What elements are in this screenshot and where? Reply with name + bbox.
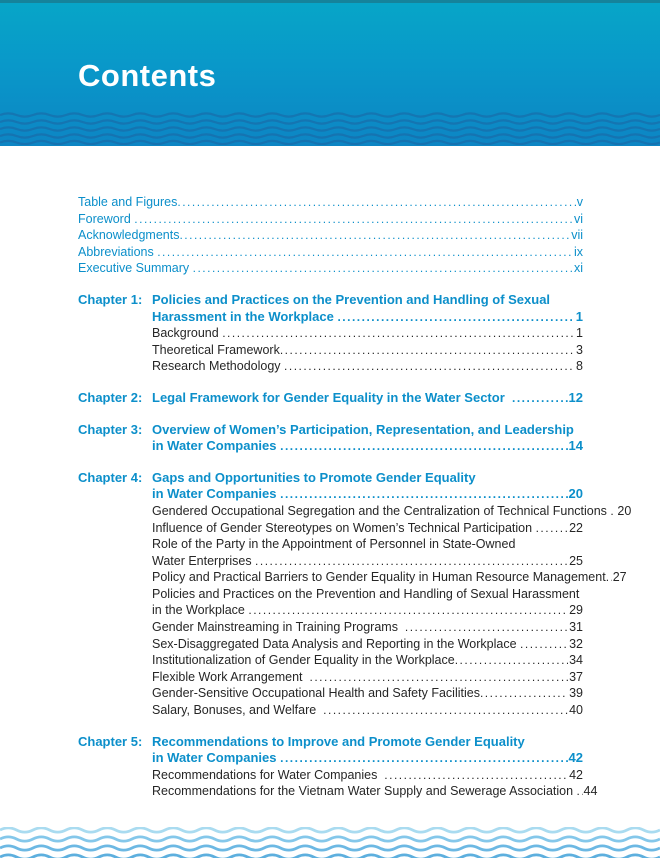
entry-text: Table and Figures bbox=[78, 195, 178, 209]
page-number: 1 bbox=[576, 326, 583, 341]
entry-text: Water Enterprises bbox=[152, 553, 256, 568]
chapter-heading bbox=[78, 734, 583, 751]
page-header bbox=[0, 0, 660, 146]
page-number: 44 bbox=[583, 784, 598, 799]
chapter-heading bbox=[78, 292, 583, 309]
entry-text: Flexible Work Arrangement bbox=[152, 669, 310, 684]
entry-text: Overview of Women’s Participation, Representation, and Leadership bbox=[152, 421, 574, 437]
page-number: 34 bbox=[569, 653, 583, 668]
chapter-block bbox=[78, 469, 632, 719]
page-number: 37 bbox=[569, 669, 583, 684]
dot-leader bbox=[480, 685, 568, 702]
chapter-block bbox=[78, 292, 583, 375]
subsection-entry bbox=[78, 342, 583, 359]
chapter-heading-continuation bbox=[78, 438, 583, 455]
page-number: 8 bbox=[576, 359, 583, 374]
chapter-number-label: Chapter 1: bbox=[78, 291, 143, 307]
subsection-entry bbox=[78, 569, 627, 586]
front-matter-list bbox=[78, 194, 583, 277]
dot-leader bbox=[193, 260, 573, 277]
entry-text: Policy and Practical Barriers to Gender Equality in Human Resource Management bbox=[152, 570, 606, 585]
dot-leader bbox=[157, 244, 573, 261]
footer-wave-pattern bbox=[0, 827, 660, 858]
subsection-entry bbox=[78, 586, 583, 603]
chapter-heading bbox=[78, 390, 583, 407]
page-number: vii bbox=[571, 228, 583, 243]
page-number: 40 bbox=[569, 703, 583, 718]
page-number: 3 bbox=[576, 342, 583, 357]
page-number: 20 bbox=[568, 486, 583, 502]
chapter-heading-continuation bbox=[78, 486, 583, 503]
front-matter-entry bbox=[78, 211, 583, 228]
dot-leader bbox=[405, 619, 568, 636]
entry-text: Theoretical Framework bbox=[152, 342, 280, 357]
dot-leader bbox=[255, 553, 568, 570]
dot-leader bbox=[323, 702, 568, 719]
entry-text: Salary, Bonuses, and Welfare bbox=[152, 703, 324, 718]
entry-text: Gaps and Opportunities to Promote Gender Equality bbox=[152, 469, 476, 485]
front-matter-entry bbox=[78, 227, 583, 244]
chapter-heading-continuation bbox=[78, 750, 583, 767]
page-number: ix bbox=[573, 244, 583, 259]
dot-leader bbox=[280, 342, 575, 359]
page-number: 27 bbox=[612, 570, 627, 585]
page-number: 32 bbox=[569, 636, 583, 651]
subsection-entry bbox=[78, 536, 583, 553]
entry-text: Background bbox=[152, 326, 223, 341]
subsection-entry bbox=[78, 767, 583, 784]
entry-text: in Water Companies bbox=[152, 438, 281, 454]
page-number: 20 bbox=[617, 503, 632, 518]
front-matter-entry bbox=[78, 194, 583, 211]
subsection-entry bbox=[78, 602, 583, 619]
chapter-number-label: Chapter 5: bbox=[78, 733, 143, 749]
page-number: 29 bbox=[569, 603, 583, 618]
subsection-entry bbox=[78, 702, 583, 719]
entry-text: Policies and Practices on the Prevention and Handling of Sexual bbox=[152, 291, 551, 307]
page-number: 42 bbox=[568, 750, 583, 766]
dot-leader bbox=[177, 194, 575, 211]
dot-leader bbox=[280, 486, 567, 503]
subsection-entry bbox=[78, 783, 598, 800]
page-number: 14 bbox=[568, 438, 583, 454]
page-number: 1 bbox=[575, 308, 583, 324]
page-number: 22 bbox=[569, 520, 583, 535]
entry-text: Recommendations for Water Companies bbox=[152, 767, 385, 782]
dot-leader bbox=[222, 325, 575, 342]
chapter-number-label: Chapter 4: bbox=[78, 469, 143, 485]
entry-text: in the Workplace bbox=[152, 603, 249, 618]
entry-text: Sex-Disaggregated Data Analysis and Reporting in the Workplace bbox=[152, 636, 521, 651]
subsection-entry bbox=[78, 669, 583, 686]
entry-text: Legal Framework for Gender Equality in the Water Sector bbox=[152, 389, 512, 405]
subsection-entry bbox=[78, 652, 583, 669]
entry-text: Gender Mainstreaming in Training Programs bbox=[152, 620, 405, 635]
front-matter-entry bbox=[78, 244, 583, 261]
dot-leader bbox=[384, 767, 568, 784]
dot-leader bbox=[179, 227, 570, 244]
dot-leader bbox=[455, 652, 568, 669]
page-number: vi bbox=[573, 211, 583, 226]
entry-text: Executive Summary bbox=[78, 261, 193, 276]
header-wave-pattern bbox=[0, 111, 660, 145]
page-number: 12 bbox=[568, 389, 583, 405]
subsection-entry bbox=[78, 325, 583, 342]
subsection-entry bbox=[78, 358, 583, 375]
dot-leader bbox=[536, 520, 569, 537]
subsection-entry bbox=[78, 503, 632, 520]
entry-text: Gendered Occupational Segregation and the Centralization of Technical Functions bbox=[152, 503, 611, 518]
chapter-heading bbox=[78, 470, 583, 487]
entry-text: Gender-Sensitive Occupational Health and Safety Facilities bbox=[152, 686, 480, 701]
chapter-list bbox=[78, 291, 632, 800]
page-number: 39 bbox=[569, 686, 583, 701]
chapter-block bbox=[78, 733, 598, 800]
toc bbox=[78, 194, 632, 800]
entry-text: Recommendations to Improve and Promote Gender Equality bbox=[152, 733, 525, 749]
dot-leader bbox=[337, 309, 574, 326]
chapter-heading-continuation bbox=[78, 309, 583, 326]
page-number: 25 bbox=[569, 553, 583, 568]
entry-text: Acknowledgments bbox=[78, 228, 180, 243]
chapter-number-label: Chapter 2: bbox=[78, 389, 143, 405]
entry-text: Harassment in the Workplace bbox=[152, 308, 338, 324]
entry-text: in Water Companies bbox=[152, 750, 281, 766]
dot-leader bbox=[520, 636, 568, 653]
front-matter-entry bbox=[78, 260, 583, 277]
dot-leader bbox=[280, 750, 567, 767]
entry-text: Policies and Practices on the Prevention and Handling of Sexual Harassment bbox=[152, 586, 580, 601]
entry-text: Foreword bbox=[78, 211, 135, 226]
entry-text: in Water Companies bbox=[152, 486, 281, 502]
dot-leader bbox=[284, 358, 575, 375]
page-title: Contents bbox=[78, 58, 217, 93]
entry-text: Abbreviations bbox=[78, 244, 158, 259]
subsection-entry bbox=[78, 619, 583, 636]
page-number: 31 bbox=[569, 620, 583, 635]
chapter-block bbox=[78, 422, 583, 455]
page-number: xi bbox=[573, 261, 583, 276]
chapter-heading bbox=[78, 422, 583, 439]
page-number: 42 bbox=[569, 767, 583, 782]
dot-leader bbox=[309, 669, 568, 686]
entry-text: Influence of Gender Stereotypes on Women’s Technical Participation bbox=[152, 520, 536, 535]
dot-leader bbox=[512, 390, 568, 407]
entry-text: Role of the Party in the Appointment of Personnel in State-Owned bbox=[152, 537, 516, 552]
entry-text: Recommendations for the Vietnam Water Supply and Sewerage Association bbox=[152, 784, 577, 799]
chapter-block bbox=[78, 390, 583, 407]
subsection-entry bbox=[78, 636, 583, 653]
subsection-entry bbox=[78, 685, 583, 702]
dot-leader bbox=[280, 438, 567, 455]
subsection-entry bbox=[78, 520, 583, 537]
dot-leader bbox=[134, 211, 573, 228]
entry-text: Research Methodology bbox=[152, 359, 285, 374]
entry-text: Institutionalization of Gender Equality in the Workplace bbox=[152, 653, 455, 668]
subsection-entry bbox=[78, 553, 583, 570]
page-number: v bbox=[576, 195, 583, 209]
dot-leader bbox=[248, 602, 568, 619]
chapter-number-label: Chapter 3: bbox=[78, 421, 143, 437]
